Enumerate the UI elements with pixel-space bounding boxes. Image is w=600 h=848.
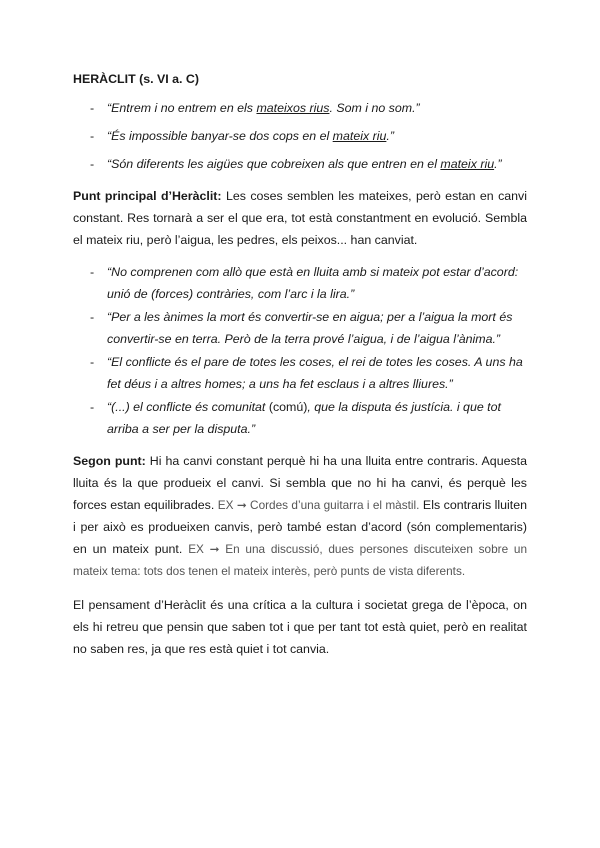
quote-text: “El conflicte és el pare de totes les coses, el rei de totes les coses. A uns ha fet déus i a altres homes; a uns ha fet esclaus i a altres lliures.” — [107, 355, 523, 391]
quote-underlined: mateix riu — [332, 129, 387, 143]
quote-text: “És impossible banyar-se dos cops en el — [107, 129, 333, 143]
example-text: EX ➞ Cordes d’una guitarra i el màstil. — [217, 498, 420, 512]
quote-list-1 — [73, 101, 527, 172]
document-page — [73, 72, 527, 660]
quote-text: “Són diferents les aigües que cobreixen als que entren en el — [107, 157, 441, 171]
quote-underlined: mateixos rius — [256, 101, 330, 115]
paragraph-text: Les coses semblen les mateixes, però estan en canvi constant. Res tornarà a ser el que era, tot està constantment en evolució. Sembla el mateix riu, però l’aigua, les pedres, els peixos... han canviat. — [73, 189, 527, 247]
paragraph-label: Punt principal d’Heràclit: — [73, 189, 222, 203]
list-item — [73, 261, 527, 305]
quote-text: .” — [386, 129, 394, 143]
list-item — [73, 306, 527, 350]
quote-text: , que la disputa és justícia. i que tot arriba a ser per la disputa.” — [107, 400, 501, 436]
list-item — [73, 396, 527, 440]
paragraph-text: Hi ha canvi constant perquè hi ha una lluita entre contraris. Aquesta lluita és la que produeix el canvi. Si sembla que no hi ha canvi, és perquè les forces estan equilibrades. — [73, 454, 528, 512]
quote-underlined: mateix riu — [440, 157, 495, 171]
list-item — [73, 157, 527, 172]
paragraph-main-point — [73, 185, 527, 251]
quote-text: “No comprenen com allò que està en lluita amb si mateix pot estar d’acord: unió de (forces) contràries, com l’arc i la lira.” — [107, 265, 519, 301]
paragraph-text: Els contraris lluiten i per això es produeixen canvis, però també estan d’acord (són complementaris) en un mateix punt. — [73, 498, 527, 556]
paragraph-second-point — [73, 450, 527, 582]
quote-text: “Per a les ànimes la mort és convertir-se en aigua; per a l’aigua la mort és convertir-se en terra. Però de la terra prové l’aigua, i de l’aigua l’ànima.” — [107, 310, 513, 346]
paragraph-label: Segon punt: — [73, 454, 146, 468]
quote-aside: (comú) — [268, 400, 308, 414]
list-item — [73, 351, 527, 395]
paragraph-conclusion: El pensament d’Heràclit és una crítica a la cultura i societat grega de l’època, on els hi retreu que pensin que saben tot i que per tant tot està quiet, però en realitat no saben res, ja que res està quiet i tot canvia. — [73, 598, 527, 656]
page-title: HERÀCLIT (s. VI a. C) — [73, 72, 199, 86]
example-text: EX ➞ En una discussió, dues persones discuteixen sobre un mateix tema: tots dos tenen el mateix interès, però punts de vista diferents. — [73, 542, 527, 578]
quote-text: “Entrem i no entrem en els — [107, 101, 257, 115]
list-item — [73, 101, 527, 116]
quote-text: .” — [494, 157, 502, 171]
quote-text: . Som i no som.” — [329, 101, 420, 115]
quote-list-2 — [73, 261, 527, 440]
quote-text: “(...) el conflicte és comunitat — [107, 400, 269, 414]
list-item — [73, 129, 527, 144]
